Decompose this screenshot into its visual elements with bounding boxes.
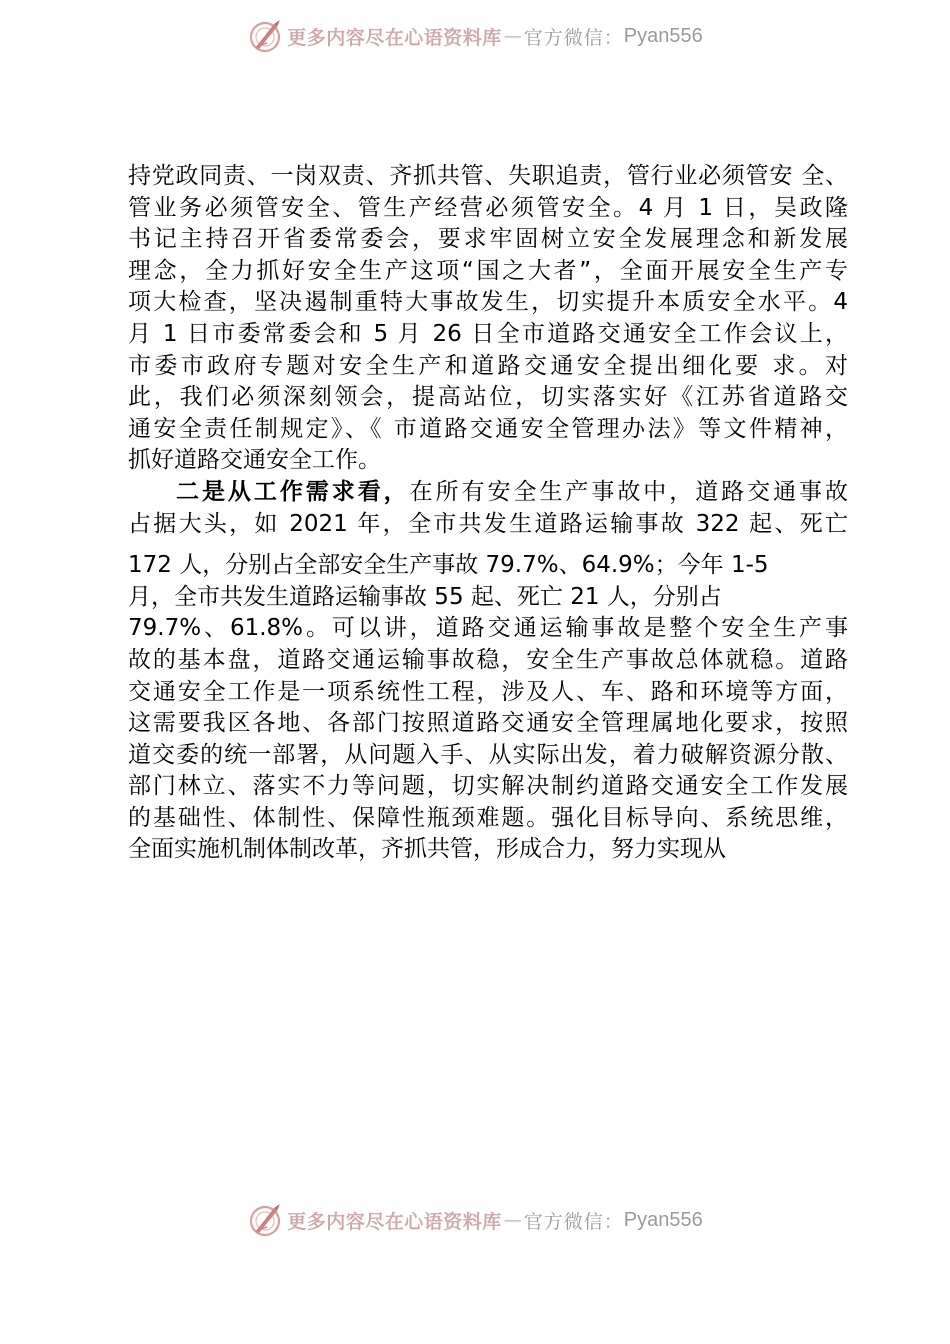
watermark-wechat-label: 官方微信： (523, 1210, 624, 1233)
text-line: 项大检查，坚决遏制重特大事故发生，切实提升本质安全水平。4 (128, 289, 848, 316)
footer-watermark (0, 1200, 950, 1240)
paragraph-2-heading: 二是从工作需求看， (176, 478, 410, 505)
text-line: 管业务必须管安全、管生产经营必须管安全。4 月 1 日，吴政隆 (128, 194, 848, 221)
text-line: 故的基本盘，道路交通运输事故稳，安全生产事故总体就稳。道路 (128, 646, 848, 673)
watermark-wechat-label: 官方微信： (523, 26, 624, 49)
watermark-title: 更多内容尽在心语资料库 (287, 1210, 502, 1233)
watermark-dash: — (503, 1209, 522, 1231)
text-line: 部门林立、落实不力等问题，切实解决制约道路交通安全工作发展 (128, 773, 848, 800)
watermark-wechat-id: Pyan556 (623, 24, 703, 47)
watermark-wechat-id: Pyan556 (623, 1208, 703, 1231)
text-line: 抓好道路交通安全工作。 (128, 447, 381, 474)
text-line: 172 人，分别占全部安全生产事故 79.7%、64.9%；今年 1-5 (128, 552, 769, 579)
text-line: 交通安全工作是一项系统性工程，涉及人、车、路和环境等方面， (128, 678, 848, 705)
paragraph-2-first-line-rest: 在所有安全生产事故中，道路交通事故 (409, 478, 849, 505)
text-line: 月 1 日市委常委会和 5 月 26 日全市道路交通安全工作会议上， (128, 320, 848, 347)
quill-seal-icon (247, 1202, 283, 1238)
text-line: 市委市政府专题对安全生产和道路交通安全提出细化要 求。对 (128, 352, 848, 379)
text-line: 的基础性、体制性、保障性瓶颈难题。强化目标导向、系统思维， (128, 804, 848, 831)
text-line: 理念，全力抓好安全生产这项“国之大者”，全面开展安全生产专 (128, 257, 848, 284)
paragraph-1 (128, 161, 848, 477)
text-line: 此，我们必须深刻领会，提高站位，切实落实好《江苏省道路交 (128, 384, 848, 411)
paragraph-2-first-line (128, 477, 848, 509)
text-line: 79.7%、61.8%。可以讲，道路交通运输事故是整个安全生产事 (128, 615, 848, 642)
watermark-title: 更多内容尽在心语资料库 (287, 26, 502, 49)
text-line: 这需要我区各地、各部门按照道路交通安全管理属地化要求，按照 (128, 710, 848, 737)
text-line: 占据大头，如 2021 年，全市共发生道路运输事故 322 起、死亡 (128, 510, 848, 537)
header-watermark (0, 16, 950, 56)
text-line: 全面实施机制体制改革，齐抓共管，形成合力，努力实现从 (128, 836, 726, 863)
text-line: 月，全市共发生道路运输事故 55 起、死亡 21 人，分别占 (128, 583, 722, 610)
watermark-dash: — (503, 25, 522, 47)
document-body (128, 161, 848, 866)
quill-seal-icon (247, 18, 283, 54)
paragraph-2 (128, 477, 848, 866)
text-line: 持党政同责、一岗双责、齐抓共管、失职追责，管行业必须管安 全、 (128, 163, 848, 189)
text-line: 通安全责任制规定》、《 市道路交通安全管理办法》等文件精神， (128, 415, 848, 442)
text-line: 道交委的统一部署，从问题入手、从实际出发，着力破解资源分散、 (128, 741, 848, 768)
text-line: 书记主持召开省委常委会，要求牢固树立安全发展理念和新发展 (128, 226, 848, 253)
